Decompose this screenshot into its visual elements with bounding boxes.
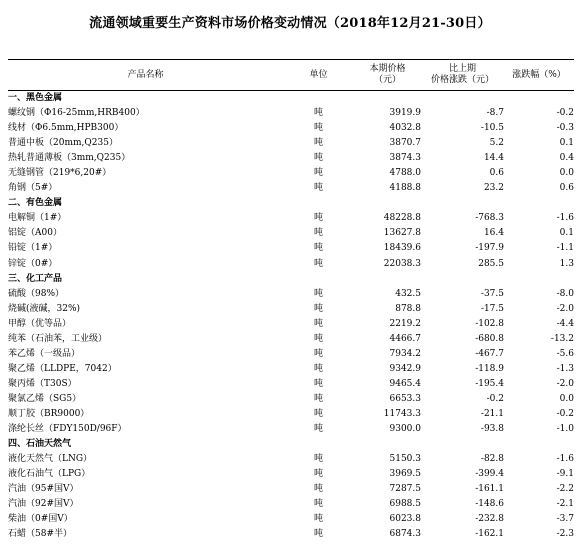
change-cell: -162.1 <box>475 529 504 540</box>
product-name: 普通中板（20mm,Q235） <box>8 138 118 149</box>
table-header-row <box>8 60 574 91</box>
table-row <box>8 497 574 512</box>
table-row <box>8 166 574 181</box>
product-name: 螺纹钢（Φ16-25mm,HRB400） <box>8 108 145 119</box>
unit-cell: 吨 <box>313 409 323 419</box>
change-cell: -768.3 <box>475 213 504 224</box>
price-cell: 3870.7 <box>389 138 421 149</box>
category-row <box>8 196 574 211</box>
unit-cell: 吨 <box>313 363 323 374</box>
price-cell: 4788.0 <box>389 168 421 179</box>
unit-cell: 吨 <box>313 243 323 254</box>
price-cell: 18439.6 <box>383 243 421 254</box>
unit-cell: 吨 <box>313 228 323 239</box>
pct-cell: -0.3 <box>556 123 574 134</box>
unit-cell: 吨 <box>313 424 323 435</box>
category-row <box>8 91 574 106</box>
table-row <box>8 331 574 346</box>
table-row <box>8 136 574 151</box>
pct-cell: -4.4 <box>556 318 574 329</box>
unit-cell: 吨 <box>313 213 323 224</box>
product-name: 汽油（95#国Ⅴ） <box>8 484 79 495</box>
product-name: 液化天然气（LNG） <box>8 454 93 465</box>
header-change-line2: 价格涨跌（元） <box>430 75 494 85</box>
pct-cell: -2.0 <box>556 378 574 389</box>
price-cell: 22038.3 <box>383 258 421 269</box>
table-row <box>8 527 574 542</box>
page-title: 流通领域重要生产资料市场价格变动情况（2018年12月21-30日） <box>89 16 491 31</box>
table-row <box>8 181 574 196</box>
price-cell: 7934.2 <box>389 348 421 359</box>
table-row <box>8 256 574 271</box>
unit-cell: 吨 <box>313 258 323 269</box>
product-name: 甲醇（优等品） <box>8 318 72 329</box>
change-cell: -399.4 <box>475 469 504 480</box>
product-name: 聚丙烯（T30S） <box>8 378 77 389</box>
pct-cell: -5.6 <box>556 348 574 359</box>
change-cell: -8.7 <box>486 108 504 119</box>
change-cell: -10.5 <box>480 123 504 134</box>
change-cell: -21.1 <box>480 409 504 419</box>
product-name: 涤纶长丝（FDY150D/96F） <box>8 424 127 435</box>
product-name: 无缝钢管（219*6,20#） <box>8 168 112 179</box>
pct-cell: -0.2 <box>556 409 574 419</box>
change-cell: 285.5 <box>478 258 504 269</box>
change-cell: -232.8 <box>475 514 504 525</box>
header-product: 产品名称 <box>8 60 283 91</box>
pct-cell: -0.2 <box>556 108 574 119</box>
pct-cell: -2.0 <box>556 303 574 314</box>
pct-cell: 0.1 <box>559 138 574 149</box>
price-table <box>8 59 574 542</box>
product-name: 聚乙烯（LLDPE，7042） <box>8 363 117 374</box>
unit-cell: 吨 <box>313 183 323 194</box>
product-name: 电解铜（1#） <box>8 213 67 224</box>
product-name: 铅锭（1#） <box>8 243 58 254</box>
price-cell: 6874.3 <box>389 529 421 540</box>
unit-cell: 吨 <box>313 529 323 540</box>
pct-cell: 0.1 <box>559 228 574 239</box>
unit-cell: 吨 <box>313 108 323 119</box>
change-cell: -680.8 <box>475 333 504 344</box>
price-cell: 3919.9 <box>389 108 421 119</box>
price-cell: 3969.5 <box>389 469 421 480</box>
price-cell: 5150.3 <box>389 454 421 465</box>
change-cell: 23.2 <box>483 183 504 194</box>
unit-cell: 吨 <box>313 484 323 495</box>
price-cell: 878.8 <box>395 303 421 314</box>
table-row <box>8 422 574 437</box>
price-cell: 4032.8 <box>389 123 421 134</box>
product-name: 热轧普通薄板（3mm,Q235） <box>8 153 131 164</box>
table-row <box>8 467 574 482</box>
table-row <box>8 452 574 467</box>
product-name: 汽油（92#国Ⅴ） <box>8 499 79 510</box>
unit-cell: 吨 <box>313 469 323 480</box>
unit-cell: 吨 <box>313 393 323 404</box>
pct-cell: 0.6 <box>559 183 574 194</box>
table-row <box>8 482 574 497</box>
table-row <box>8 316 574 331</box>
price-cell: 9465.4 <box>389 378 421 389</box>
header-change-line1: 比上期 <box>448 64 476 74</box>
unit-cell: 吨 <box>313 138 323 149</box>
price-cell: 6023.8 <box>389 514 421 525</box>
pct-cell: -1.0 <box>556 424 574 435</box>
pct-cell: 0.4 <box>559 153 574 164</box>
unit-cell: 吨 <box>313 153 323 164</box>
product-name: 角钢（5#） <box>8 183 58 194</box>
price-cell: 4466.7 <box>389 333 421 344</box>
product-name: 线材（Φ6.5mm,HPB300） <box>8 123 124 134</box>
price-cell: 7287.5 <box>389 484 421 495</box>
table-row <box>8 301 574 316</box>
change-cell: 5.2 <box>489 138 504 149</box>
product-name: 石蜡（58#半） <box>8 529 72 540</box>
price-cell: 4188.8 <box>389 183 421 194</box>
unit-cell: 吨 <box>313 333 323 344</box>
change-cell: -161.1 <box>475 484 504 495</box>
change-cell: -82.8 <box>480 454 504 465</box>
header-change <box>421 60 504 91</box>
table-row <box>8 226 574 241</box>
category-row <box>8 271 574 286</box>
header-price-line2: （元） <box>373 75 401 85</box>
change-cell: -148.6 <box>475 499 504 510</box>
category-label: 四、石油天然气 <box>8 439 72 450</box>
unit-cell: 吨 <box>313 348 323 359</box>
product-name: 铝锭（A00） <box>8 228 62 239</box>
unit-cell: 吨 <box>313 454 323 465</box>
product-name: 烧碱(液碱，32%) <box>8 303 81 314</box>
price-cell: 9300.0 <box>389 424 421 435</box>
table-row <box>8 346 574 361</box>
change-cell: -467.7 <box>475 348 504 359</box>
change-cell: 0.6 <box>489 168 504 179</box>
pct-cell: -1.3 <box>556 363 574 374</box>
unit-cell: 吨 <box>313 514 323 525</box>
change-cell: -102.8 <box>475 318 504 329</box>
product-name: 苯乙烯（一级品） <box>8 348 81 359</box>
unit-cell: 吨 <box>313 288 323 299</box>
change-cell: 16.4 <box>483 228 504 239</box>
header-unit: 单位 <box>283 60 354 91</box>
unit-cell: 吨 <box>313 168 323 179</box>
pct-cell: -13.2 <box>550 333 574 344</box>
header-price <box>354 60 421 91</box>
price-cell: 11743.3 <box>383 409 421 419</box>
category-label: 一、黑色金属 <box>8 93 63 104</box>
price-cell: 3874.3 <box>389 153 421 164</box>
pct-cell: -3.7 <box>556 514 574 525</box>
pct-cell: -2.2 <box>556 484 574 495</box>
pct-cell: 0.0 <box>559 393 574 404</box>
change-cell: -118.9 <box>475 363 504 374</box>
product-name: 硫酸（98%） <box>8 288 65 299</box>
change-cell: 14.4 <box>483 153 504 164</box>
unit-cell: 吨 <box>313 303 323 314</box>
table-row <box>8 406 574 421</box>
table-row <box>8 376 574 391</box>
change-cell: -37.5 <box>480 288 504 299</box>
table-row <box>8 361 574 376</box>
product-name: 柴油（0#国Ⅴ） <box>8 514 73 525</box>
header-price-line1: 本期价格 <box>369 64 406 74</box>
change-cell: -197.9 <box>475 243 504 254</box>
pct-cell: -1.6 <box>556 454 574 465</box>
header-pct: 涨跌幅（%） <box>504 60 574 91</box>
unit-cell: 吨 <box>313 123 323 134</box>
unit-cell: 吨 <box>313 499 323 510</box>
category-label: 二、有色金属 <box>8 198 63 209</box>
category-row <box>8 437 574 452</box>
pct-cell: -8.0 <box>556 288 574 299</box>
table-row <box>8 286 574 301</box>
table-row <box>8 106 574 121</box>
price-cell: 48228.8 <box>383 213 421 224</box>
table-row <box>8 512 574 527</box>
change-cell: -0.2 <box>486 393 504 404</box>
pct-cell: -2.1 <box>556 499 574 510</box>
category-label: 三、化工产品 <box>8 273 63 284</box>
unit-cell: 吨 <box>313 318 323 329</box>
table-row <box>8 121 574 136</box>
pct-cell: -9.1 <box>556 469 574 480</box>
table-body <box>8 91 574 542</box>
pct-cell: -1.6 <box>556 213 574 224</box>
product-name: 纯苯（石油苯，工业级） <box>8 333 108 344</box>
table-row <box>8 211 574 226</box>
price-cell: 432.5 <box>395 288 421 299</box>
pct-cell: 0.0 <box>559 168 574 179</box>
product-name: 聚氯乙烯（SG5） <box>8 393 82 404</box>
change-cell: -93.8 <box>480 424 504 435</box>
pct-cell: -1.1 <box>556 243 574 254</box>
pct-cell: 1.3 <box>559 258 574 269</box>
table-row <box>8 241 574 256</box>
product-name: 顺丁胶（BR9000） <box>8 409 90 419</box>
price-cell: 6653.3 <box>389 393 421 404</box>
table-row <box>8 391 574 406</box>
price-cell: 13627.8 <box>383 228 421 239</box>
unit-cell: 吨 <box>313 378 323 389</box>
change-cell: -195.4 <box>475 378 504 389</box>
product-name: 锌锭（0#） <box>8 258 58 269</box>
price-cell: 9342.9 <box>389 363 421 374</box>
table-row <box>8 151 574 166</box>
change-cell: -17.5 <box>480 303 504 314</box>
price-cell: 6988.5 <box>389 499 421 510</box>
price-cell: 2219.2 <box>389 318 421 329</box>
pct-cell: -2.3 <box>556 529 574 540</box>
product-name: 液化石油气（LPG） <box>8 469 91 480</box>
